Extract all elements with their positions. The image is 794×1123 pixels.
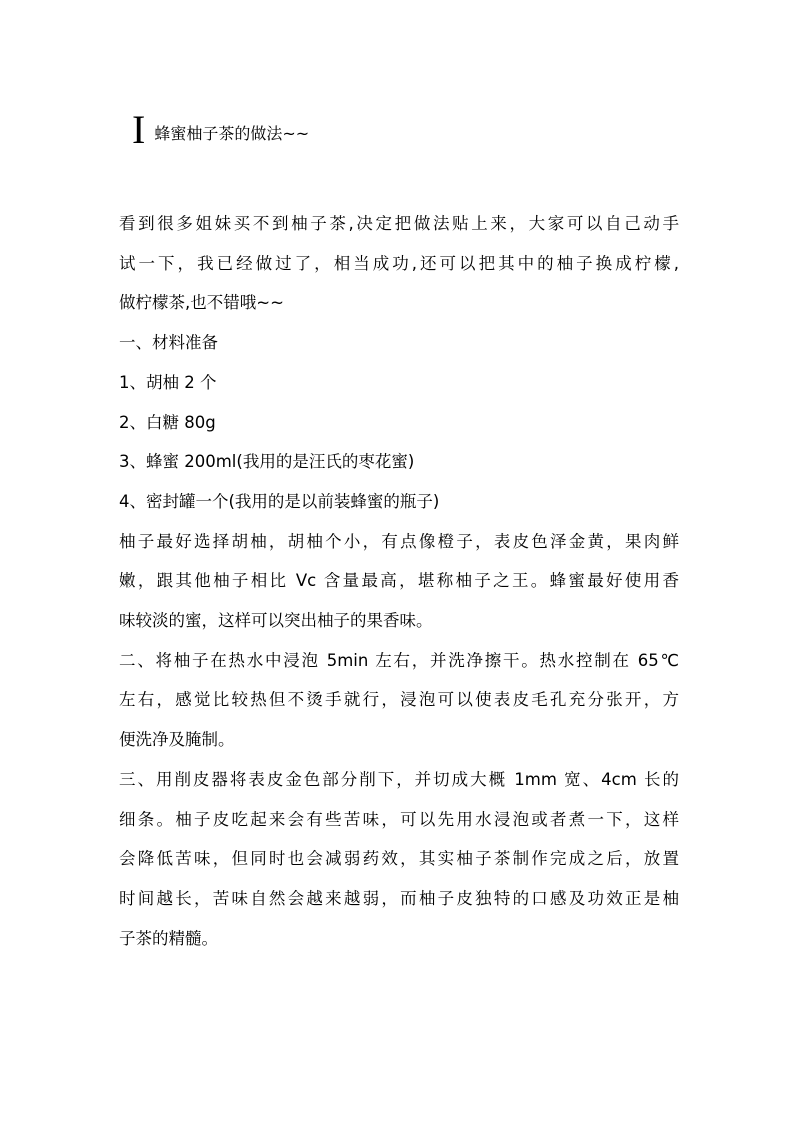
document-body	[119, 204, 679, 958]
intro-paragraph	[119, 204, 679, 323]
step-three	[119, 760, 679, 959]
intro-line: 看到很多姐妹买不到柚子茶,决定把做法贴上来，大家可以自己动手	[119, 214, 679, 233]
step-two-line: 便洗净及腌制。	[119, 730, 235, 750]
step-three-line: 时间越长，苦味自然会越来越弱，而柚子皮独特的口感及功效正是柚	[119, 888, 679, 908]
material-item: 4、密封罐一个(我用的是以前装蜂蜜的瓶子)	[119, 491, 440, 511]
note-line: 嫩，跟其他柚子相比 Vc 含量最高，堪称柚子之王。蜂蜜最好使用香	[119, 571, 679, 591]
title-text: 蜂蜜柚子茶的做法~~	[154, 124, 310, 143]
step-three-line: 细条。柚子皮吃起来会有些苦味，可以先用水浸泡或者煮一下，这样	[119, 809, 679, 829]
step-three-line: 子茶的精髓。	[119, 928, 218, 948]
intro-line: 试一下，我已经做过了，相当成功,还可以把其中的柚子换成柠檬,	[119, 253, 679, 273]
step-two	[119, 641, 679, 760]
note-line: 味较淡的蜜，这样可以突出柚子的果香味。	[119, 611, 433, 631]
note-line: 柚子最好选择胡柚，胡柚个小，有点像橙子，表皮色泽金黄，果肉鲜	[119, 531, 679, 551]
step-two-line: 左右，感觉比较热但不烫手就行，浸泡可以使表皮毛孔充分张开，方	[119, 690, 679, 710]
intro-line: 做柠檬茶,也不错哦~~	[119, 293, 284, 313]
materials-list	[119, 363, 679, 522]
title-mark: I	[132, 107, 146, 152]
materials-note	[119, 522, 679, 641]
materials-heading: 一、材料准备	[119, 333, 218, 353]
step-two-line: 二、将柚子在热水中浸泡 5min 左右，并洗净擦干。热水控制在 65℃	[119, 650, 679, 670]
material-item: 3、蜂蜜 200ml(我用的是汪氏的枣花蜜)	[119, 452, 415, 472]
document-title	[132, 107, 310, 152]
material-item: 2、白糖 80g	[119, 412, 216, 432]
step-three-line: 三、用削皮器将表皮金色部分削下，并切成大概 1mm 宽、4cm 长的	[119, 769, 679, 789]
step-three-line: 会降低苦味，但同时也会减弱药效，其实柚子茶制作完成之后，放置	[119, 849, 679, 869]
material-item: 1、胡柚 2 个	[119, 372, 217, 392]
